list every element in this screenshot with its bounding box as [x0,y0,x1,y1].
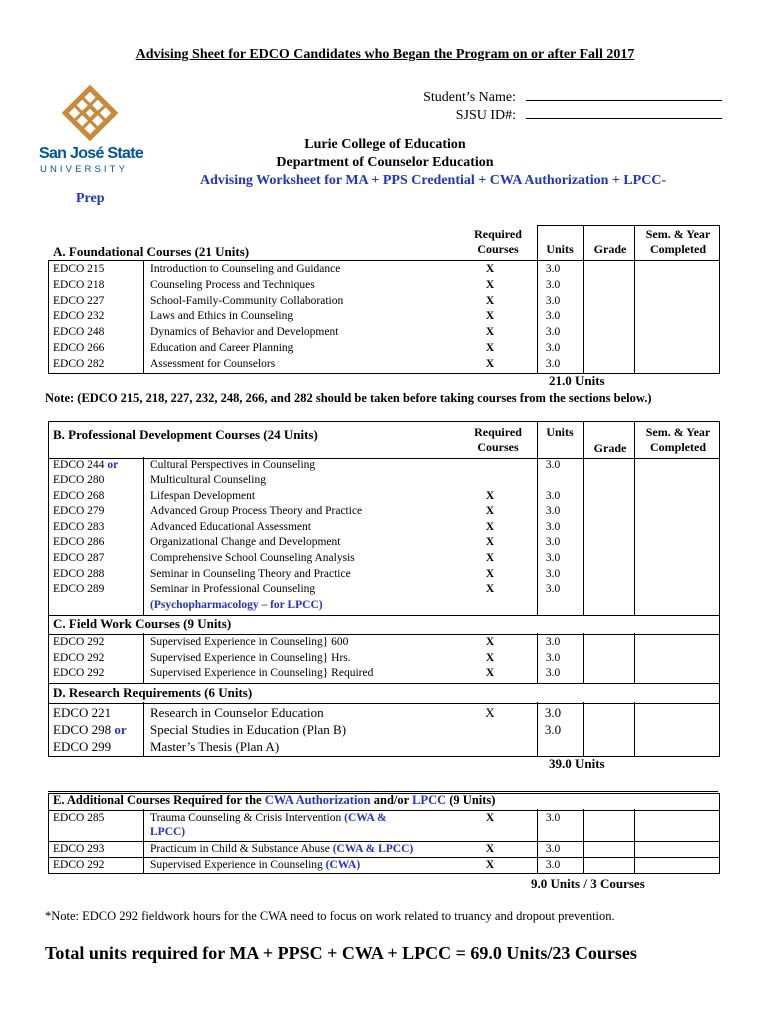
course-required: X [485,667,495,680]
course-units: 3.0 [545,636,561,648]
course-desc: Advanced Educational Assessment [150,520,311,533]
table-row [48,651,720,666]
table-row [48,551,720,566]
section-c-title: C. Field Work Courses (9 Units) [53,616,232,631]
course-required: X [485,567,495,580]
section-e-title-text: E. Additional Courses Required for the [53,793,265,807]
course-units: 3.0 [545,278,561,291]
section-d-total: 39.0 Units [549,756,605,771]
course-units: 3.0 [545,294,561,307]
student-id-label: SJSU ID#: [455,108,516,123]
section-e-total: 9.0 Units / 3 Courses [531,876,645,891]
table-row [48,520,720,535]
divider [48,791,718,792]
section-e-title-cwa: CWA Authorization [264,793,371,807]
table-row [48,567,720,582]
or-label: or [107,459,119,471]
course-code: EDCO 221 [53,705,112,720]
course-desc: Counseling Process and Techniques [150,278,315,291]
course-code: EDCO 292 [53,651,105,664]
course-code: EDCO 289 [53,583,105,596]
course-code: EDCO 279 [53,505,105,518]
course-units: 3.0 [545,667,561,680]
divider [48,373,720,374]
section-e-title-text: (9 Units) [446,793,496,807]
course-desc-text: Practicum in Child & Substance Abuse [150,843,333,855]
course-required: X [485,357,495,370]
course-desc: Special Studies in Education (Plan B) [150,722,347,737]
sjsu-logo-name: San José State [39,145,144,162]
course-units: 3.0 [545,310,561,323]
table-row [48,458,720,473]
course-code: EDCO 292 [53,667,105,680]
divider [48,260,720,261]
course-required: X [485,489,495,502]
course-desc: Organizational Change and Development [150,536,341,549]
sjsu-logo-university: UNIVERSITY [40,164,129,175]
course-desc: Laws and Ethics in Counseling [150,310,294,323]
table-row [48,535,720,550]
section-e-title-lpcc: LPCC [412,793,447,807]
table-row [48,278,720,293]
course-code: EDCO 286 [53,536,105,549]
divider [537,225,720,226]
course-desc: Assessment for Counselors [150,357,276,370]
page-title: Advising Sheet for EDCO Candidates who Began the Program on or after Fall 2017 [135,47,635,62]
course-code: EDCO 283 [53,520,105,533]
section-e-title [53,793,495,808]
header-sem-year [637,227,719,257]
student-id-line[interactable] [526,106,722,119]
course-desc: Seminar in Counseling Theory and Practice [150,567,351,580]
section-b-title: B. Professional Development Courses (24 Units) [53,427,318,442]
header-required-label: Required [474,227,522,241]
course-units: 3.0 [545,859,561,871]
course-code: EDCO 280 [53,474,105,486]
course-units: 3.0 [545,342,561,354]
header-sem-year [637,425,719,455]
course-tag: (CWA) [325,859,361,871]
table-row [48,357,720,372]
table-row [48,842,720,857]
course-required: X [485,505,495,518]
course-required: X [485,705,495,720]
course-required: X [485,310,495,323]
header-completed-label: Completed [650,440,706,454]
table-row [48,704,720,721]
course-units: 3.0 [545,505,561,518]
course-required: X [485,342,495,354]
sjsu-seal-icon [40,82,140,144]
course-code: EDCO 292 [53,859,105,871]
course-code-text: EDCO 298 [53,722,112,737]
course-desc: Comprehensive School Counseling Analysis [150,552,355,564]
course-tag: (CWA & [344,812,387,824]
header-sem-year-label: Sem. & Year [645,227,711,241]
course-required: X [485,263,495,275]
course-required: X [485,583,495,596]
header-sem-year-label: Sem. & Year [645,425,711,439]
section-a-title: A. Foundational Courses (21 Units) [53,244,250,259]
worksheet-title-cont: Prep [76,191,105,206]
course-required: X [485,812,495,824]
course-code-text: EDCO 244 [53,459,105,471]
course-units: 3.0 [544,722,562,737]
course-required: X [485,536,495,549]
student-name-line[interactable] [526,88,722,101]
table-row [48,666,720,681]
course-code [53,721,149,738]
course-units: 3.0 [545,583,561,596]
table-row [48,811,720,826]
course-required: X [485,843,495,855]
course-desc: Research in Counselor Education [150,705,324,720]
header-units: Units [546,425,574,439]
course-code: EDCO 232 [53,310,105,323]
section-a-total: 21.0 Units [549,373,605,388]
header-grade: Grade [593,242,627,256]
course-units: 3.0 [545,567,561,580]
course-code: EDCO 299 [53,739,112,754]
course-code: EDCO 218 [53,278,105,291]
course-desc: School-Family-Community Collaboration [150,294,344,307]
header-grade: Grade [593,441,627,455]
header-courses-label: Courses [477,440,519,454]
course-desc-text: Trauma Counseling & Crisis Intervention [150,812,345,824]
course-desc: Seminar in Professional Counseling [150,583,316,596]
course-code: EDCO 287 [53,552,105,564]
course-units: 3.0 [545,536,561,549]
course-required: X [485,636,495,648]
table-row [48,582,720,597]
header-required [466,227,530,257]
course-tag: LPCC) [150,826,186,838]
course-required: X [485,278,495,291]
course-required: X [485,520,495,533]
table-row [48,489,720,504]
worksheet-title: Advising Worksheet for MA + PPS Credential + CWA Authorization + LPCC- [200,173,667,188]
course-code: EDCO 266 [53,342,105,354]
course-units: 3.0 [545,489,561,502]
course-code: EDCO 293 [53,843,105,855]
course-desc: Advanced Group Process Theory and Practice [150,505,363,518]
course-desc: Education and Career Planning [150,342,294,354]
divider [48,873,720,874]
course-desc [150,842,450,857]
course-required: X [485,552,495,564]
table-row [48,309,720,324]
total-required: Total units required for MA + PPSC + CWA + LPCC = 69.0 Units/23 Courses [45,943,637,963]
course-required: X [485,294,495,307]
table-row [48,721,720,738]
course-code: EDCO 285 [53,812,105,824]
table-row [48,325,720,340]
course-required: X [485,326,495,339]
course-desc: Supervised Experience in Counseling} 600 [150,636,349,648]
course-desc-text: Supervised Experience in Counseling [150,859,326,871]
course-units: 3.0 [545,263,561,275]
header-required-label: Required [474,425,522,439]
table-row [48,635,720,650]
student-fields [423,88,722,124]
course-units: 3.0 [545,357,561,370]
course-desc: Introduction to Counseling and Guidance [150,263,341,275]
course-units: 3.0 [545,326,561,339]
table-row [48,473,720,488]
student-id-field[interactable] [423,106,722,124]
course-code: EDCO 292 [53,636,105,648]
or-label: or [114,722,127,737]
final-note: *Note: EDCO 292 fieldwork hours for the CWA need to focus on work related to truancy and dropout prevention. [45,909,615,923]
course-units: 3.0 [545,552,561,564]
course-desc [150,811,450,826]
course-units: 3.0 [545,812,561,824]
divider [48,756,720,757]
table-row [48,738,720,755]
section-a-note: Note: (EDCO 215, 218, 227, 232, 248, 266, and 282 should be taken before taking courses from the sections below.) [45,391,652,405]
course-desc [150,858,450,873]
course-desc: Master’s Thesis (Plan A) [150,739,280,754]
course-units: 3.0 [545,459,561,471]
course-units: 3.0 [544,705,562,720]
section-e-title-text: and/or [370,793,413,807]
table-row [48,504,720,519]
course-tag: (CWA & LPCC) [332,843,414,855]
course-code: EDCO 268 [53,489,105,502]
course-code: EDCO 227 [53,294,105,307]
course-code: EDCO 282 [53,357,105,370]
table-row [48,262,720,277]
table-row [48,341,720,356]
course-units: 3.0 [545,843,561,855]
student-name-field[interactable] [423,88,722,106]
course-required: X [485,651,495,664]
course-desc: Supervised Experience in Counseling} Required [150,667,374,680]
table-row [48,858,720,873]
header-courses-label: Courses [477,242,519,256]
department-name: Department of Counselor Education [276,155,494,170]
course-desc: Lifespan Development [150,489,256,502]
college-name: Lurie College of Education [304,137,466,152]
section-d-title: D. Research Requirements (6 Units) [53,685,253,700]
header-required [466,425,530,455]
course-code: EDCO 248 [53,326,105,339]
course-desc: Multicultural Counseling [150,474,266,486]
course-desc: Supervised Experience in Counseling} Hrs. [150,651,351,664]
table-row [48,294,720,309]
header-units: Units [546,242,574,256]
course-desc: Dynamics of Behavior and Development [150,326,339,339]
course-units: 3.0 [545,651,561,664]
course-code [53,458,149,473]
header-completed-label: Completed [650,242,706,256]
course-units: 3.0 [545,520,561,533]
course-required: X [485,859,495,871]
course-code: EDCO 288 [53,567,105,580]
course-code: EDCO 215 [53,263,105,275]
psych-note: (Psychopharmacology – for LPCC) [150,599,323,611]
student-name-label: Student’s Name: [423,90,516,105]
course-desc: Cultural Perspectives in Counseling [150,459,316,471]
